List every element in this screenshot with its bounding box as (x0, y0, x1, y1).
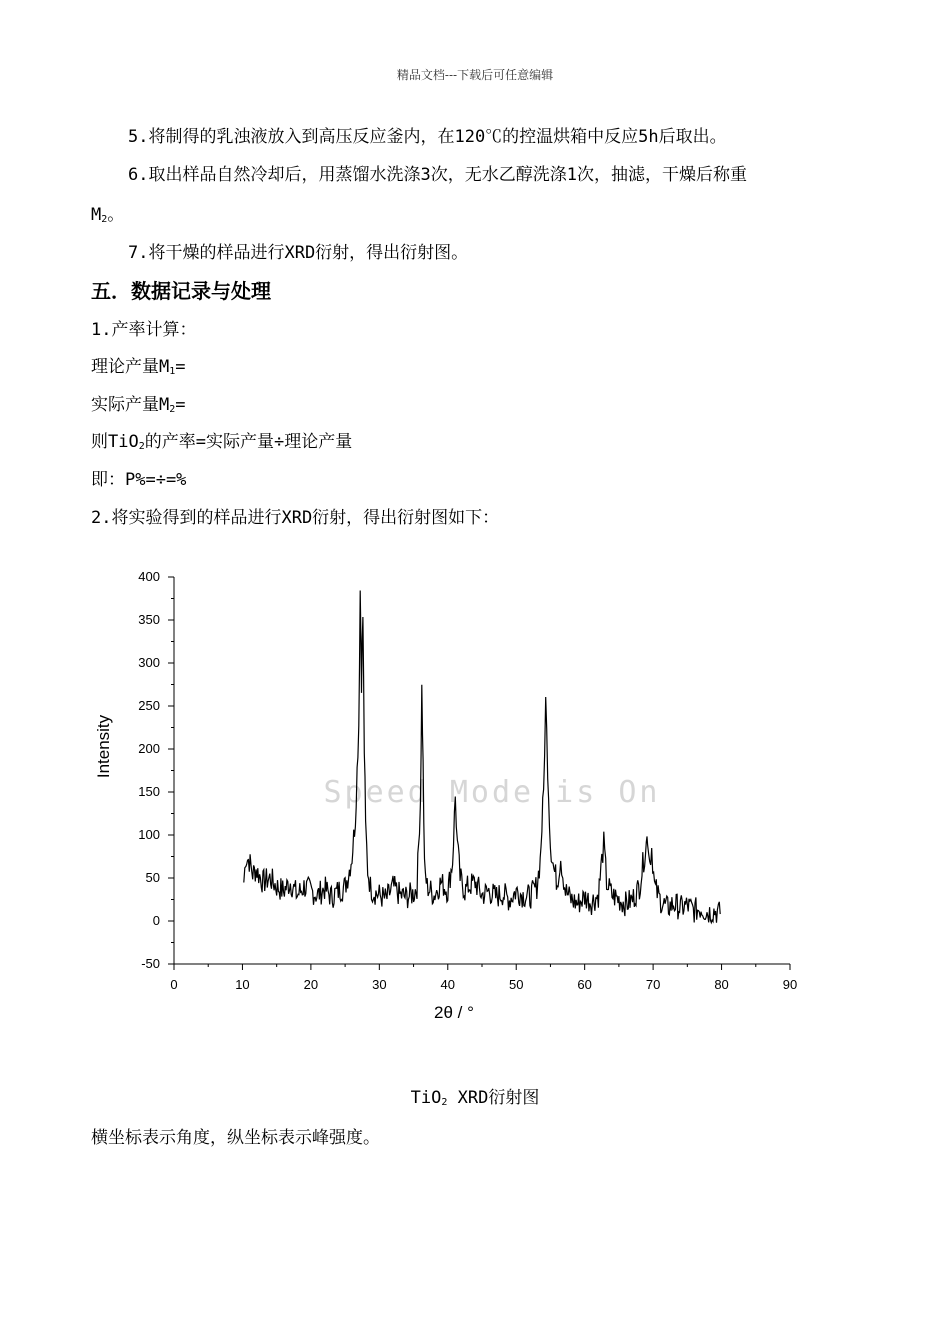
xrd-intro: 2.将实验得到的样品进行XRD衍射，得出衍射图如下： (91, 508, 500, 528)
yield-formula: 即：P%=÷=% (91, 470, 187, 490)
y-tick-label: 150 (138, 784, 160, 799)
theory-label: 理论产量M (91, 357, 170, 377)
x-tick-label: 70 (645, 977, 661, 992)
caption-sub: 2 (441, 1097, 448, 1108)
x-tick-label: 50 (508, 977, 524, 992)
step-6-continuation (91, 204, 124, 231)
x-tick-label: 10 (235, 977, 250, 992)
xrd-series-line (244, 591, 720, 923)
actual-label: 实际产量M (91, 395, 170, 415)
footer-note: 横坐标表示角度，纵坐标表示峰强度。 (91, 1128, 380, 1148)
x-tick-label: 30 (372, 977, 387, 992)
xrd-chart (80, 550, 820, 1040)
y-tick-label: 100 (138, 827, 160, 842)
page-header: 精品文档---下载后可任意编辑 (396, 68, 554, 82)
x-tick-label: 40 (440, 977, 456, 992)
watermark: Speed Mode is On (323, 775, 661, 810)
figure-caption (0, 1087, 950, 1114)
actual-yield (91, 394, 186, 421)
actual-sub: 2 (169, 404, 176, 415)
step-6-m-sub: 2 (101, 214, 108, 225)
y-axis-label: Intensity (94, 714, 113, 779)
step-6: 6.取出样品自然冷却后，用蒸馏水洗涤3次，无水乙醇洗涤1次，抽滤，干燥后称重 (128, 165, 747, 185)
y-tick-label: 350 (138, 612, 160, 627)
theory-yield (91, 356, 186, 383)
x-tick-label: 60 (577, 977, 592, 992)
x-tick-label: 20 (303, 977, 319, 992)
calc-title: 1.产率计算： (91, 320, 197, 340)
y-tick-label: 400 (138, 569, 160, 584)
x-tick-label: 0 (170, 977, 178, 992)
x-axis-label: 2θ / ° (434, 1003, 474, 1022)
theory-eq: = (175, 357, 186, 377)
yield-pre: 则TiO (91, 432, 139, 452)
yield-definition (91, 431, 352, 458)
y-tick-label: 300 (138, 655, 160, 670)
y-tick-label: 200 (138, 741, 160, 756)
y-tick-label: 250 (138, 698, 160, 713)
x-tick-label: 80 (714, 977, 729, 992)
y-tick-label: 0 (152, 913, 160, 928)
caption-pre: TiO (410, 1088, 442, 1108)
x-tick-label: 90 (782, 977, 798, 992)
theory-sub: 1 (169, 366, 176, 377)
yield-sub: 2 (138, 441, 145, 452)
section-heading: 五．数据记录与处理 (91, 279, 271, 303)
step-6-end: 。 (107, 205, 125, 225)
yield-post: 的产率=实际产量÷理论产量 (144, 432, 353, 452)
y-tick-label: -50 (141, 956, 160, 971)
step-7: 7.将干燥的样品进行XRD衍射，得出衍射图。 (128, 243, 469, 263)
step-6-m: M (91, 205, 102, 225)
actual-eq: = (175, 395, 186, 415)
step-5: 5.将制得的乳浊液放入到高压反应釜内，在120℃的控温烘箱中反应5h后取出。 (128, 127, 727, 147)
caption-post: XRD衍射图 (447, 1088, 540, 1108)
y-tick-label: 50 (145, 870, 160, 885)
